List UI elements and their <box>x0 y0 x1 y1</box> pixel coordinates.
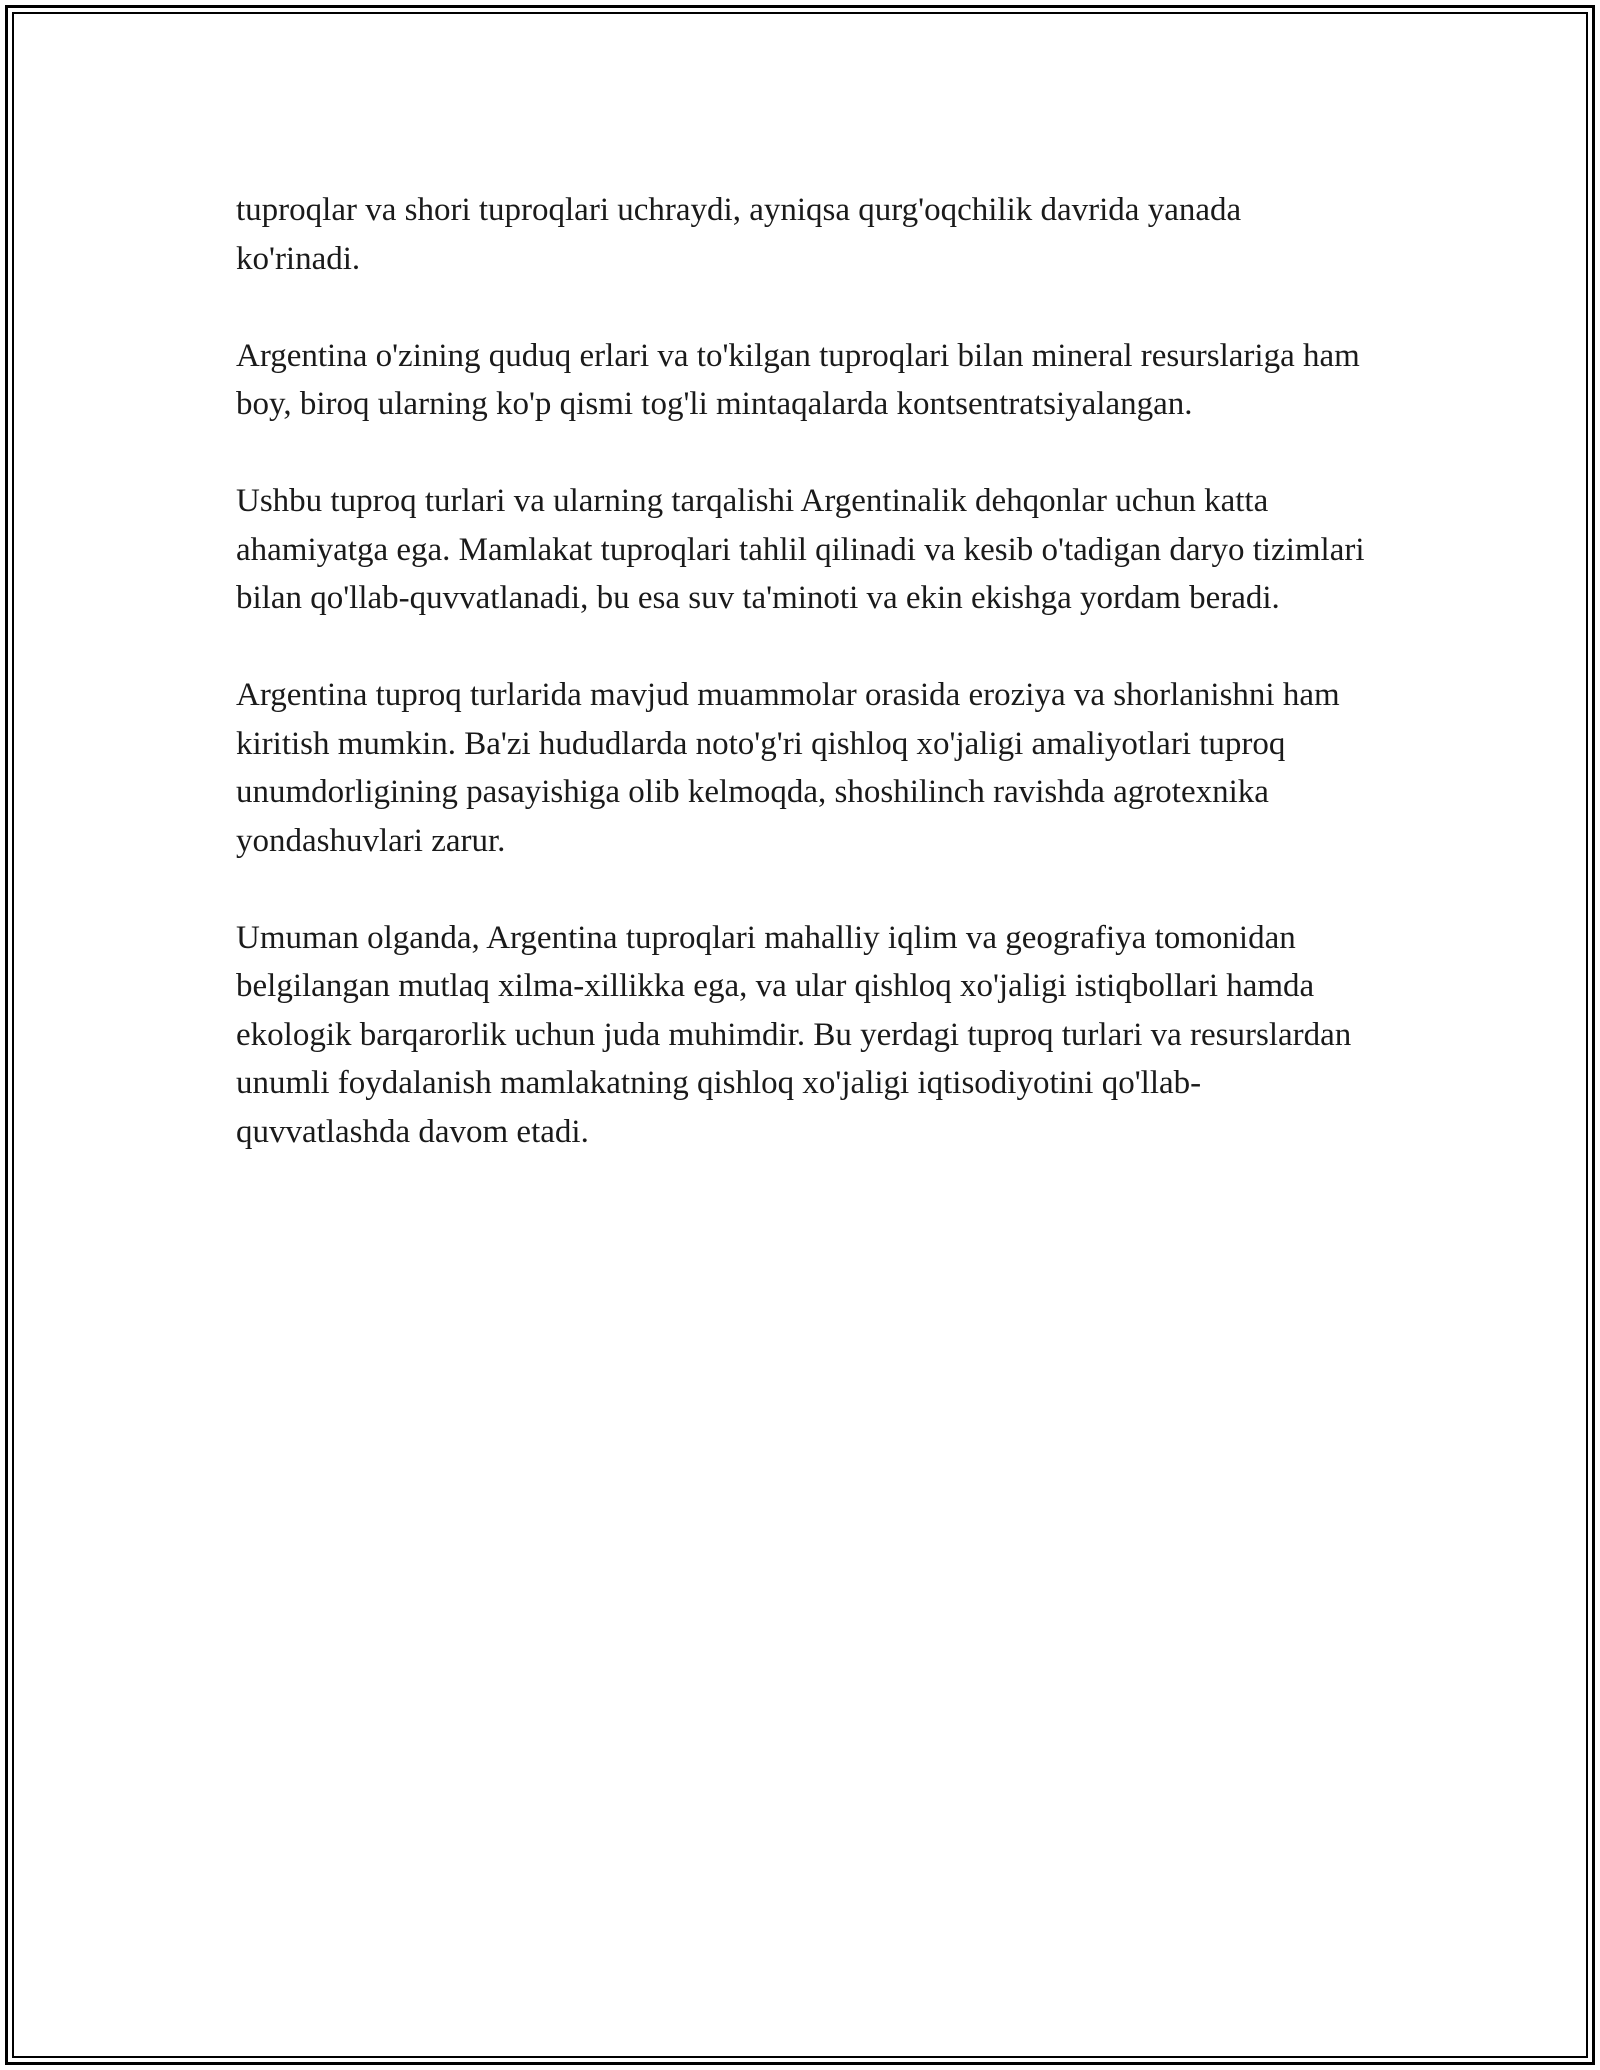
paragraph-2: Argentina o'zining quduq erlari va to'kilgan tuproqlari bilan mineral resurslariga ham boy, biroq ularning ko'p qismi tog'li mintaqalarda kontsentratsiyalangan. <box>236 337 1360 422</box>
paragraph-5: Umuman olganda, Argentina tuproqlari mahalliy iqlim va geografiya tomonidan belgilangan mutlaq xilma-xillikka ega, va ular qishloq xo'jaligi istiqbollari hamda ekologik barqarorlik uchun juda muhimdir. Bu yerdagi tuproq turlari va resurslardan unumli foydalanish mamlakatning qishloq xo'jaligi iqtisodiyotini qo'llab-quvvatlashda davom etadi. <box>236 919 1352 1150</box>
paragraph-1: tuproqlar va shori tuproqlari uchraydi, ayniqsa qurg'oqchilik davrida yanada ko'rinadi. <box>236 192 1242 277</box>
paragraph-3: Ushbu tuproq turlari va ularning tarqalishi Argentinalik dehqonlar uchun katta ahamiyatga ega. Mamlakat tuproqlari tahlil qilinadi va kesib o'tadigan daryo tizimlari bilan qo'llab-quvvatlanadi, bu esa suv ta'minoti va ekin ekishga yordam beradi. <box>236 483 1365 616</box>
document-body <box>236 186 1366 1156</box>
paragraph-4: Argentina tuproq turlarida mavjud muammolar orasida eroziya va shorlanishni ham kiritish mumkin. Ba'zi hududlarda noto'g'ri qishloq xo'jaligi amaliyotlari tuproq unumdorligining pasayishiga olib kelmoqda, shoshilinch ravishda agrotexnika yondashuvlari zarur. <box>236 677 1340 859</box>
